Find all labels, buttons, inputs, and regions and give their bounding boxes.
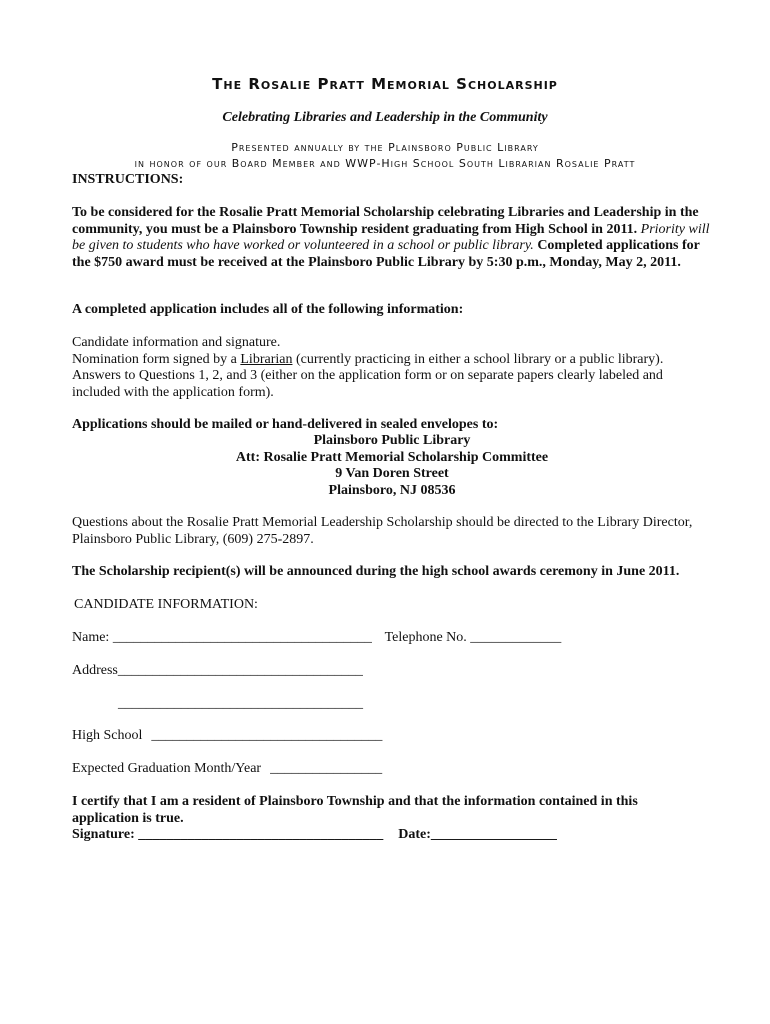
telephone-field[interactable]: _____________ [470,630,562,645]
document-subtitle: Celebrating Libraries and Leadership in the Community [222,110,548,125]
high-school-row [72,728,712,745]
signature-field[interactable]: ___________________________________ [138,827,384,842]
address-field[interactable]: ___________________________________ [117,663,363,678]
address-line-1: Plainsboro Public Library [313,433,471,448]
eligibility-text: To be considered for the Rosalie Pratt Memorial Scholarship celebrating Libraries and Leadership in the community, you must be a Plainsboro Township resident graduating from High School in 2011. [72,205,699,237]
address-field-line-2[interactable]: ___________________________________ [118,696,363,711]
address-line-2: Att: Rosalie Pratt Memorial Scholarship Committee [235,449,549,465]
instructions-heading: INSTRUCTIONS: [72,172,184,187]
presented-by-line: Presented annually by the Plainsboro Public Library [231,141,539,154]
name-row [72,630,712,647]
address-line-4: Plainsboro, NJ 08536 [328,482,456,498]
questions-paragraph: Questions about the Rosalie Pratt Memorial Leadership Scholarship should be directed to the Library Director, Plainsboro Public Library, (609) 275-2897. [72,515,693,547]
signature-row [72,827,712,844]
date-field[interactable]: __________________ [430,827,557,842]
announcement-text: The Scholarship recipient(s) will be announced during the high school awards ceremony in June 2011. [72,564,680,579]
graduation-label: Expected Graduation Month/Year [72,761,262,776]
address-line-3: 9 Van Doren Street [335,466,449,481]
requirement-candidate-info: Candidate information and signature. [72,335,281,350]
telephone-label: Telephone No. [384,630,467,645]
signature-label: Signature: [72,827,135,842]
requirement-answers: Answers to Questions 1, 2, and 3 (either on the application form or on separate papers clearly labeled and included with the application form). [72,368,663,400]
high-school-field[interactable]: _________________________________ [151,728,383,743]
address-row [72,663,712,680]
requirements-list [72,335,712,401]
date-label: Date: [398,827,431,842]
requirement-nomination: Nomination form signed by a Librarian (currently practicing in either a school library or a public library). [72,351,664,367]
priority-text: Priority will be given to students who have worked or volunteered in a school or public library. [72,221,710,253]
deadline-text: Completed applications for the $750 award must be received at the Plainsboro Public Library by 5:30 p.m., Monday, May 2, 2011. [72,238,700,270]
eligibility-paragraph [72,205,712,271]
complete-application-heading: A completed application includes all of the following information: [72,302,464,317]
high-school-label: High School [72,728,143,743]
document-title: The Rosalie Pratt Memorial Scholarship [212,75,558,93]
in-honor-line: in honor of our Board Member and WWP-High School South Librarian Rosalie Pratt [134,157,636,170]
graduation-field[interactable]: ________________ [270,761,383,776]
graduation-row [72,761,712,778]
librarian-underlined: Librarian [240,351,293,367]
candidate-info-heading: CANDIDATE INFORMATION: [74,597,258,612]
name-label: Name: [72,630,110,645]
address-label: Address [72,663,118,678]
mailing-heading: Applications should be mailed or hand-delivered in sealed envelopes to: [72,417,499,432]
mailing-address [72,433,712,499]
certification-text: I certify that I am a resident of Plainsboro Township and that the information contained in this application is true. [72,794,638,826]
name-field[interactable]: _____________________________________ [112,630,372,645]
